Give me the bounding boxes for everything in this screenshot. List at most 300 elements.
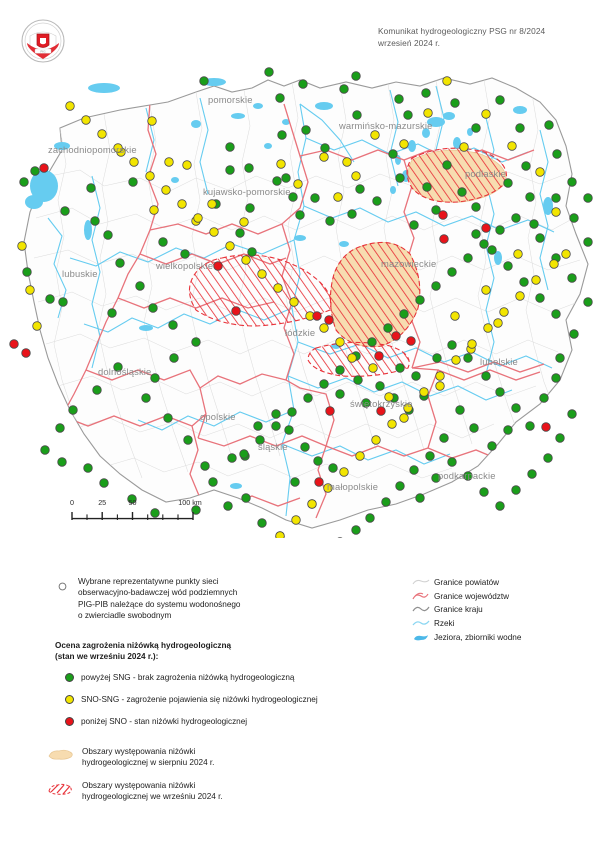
voivodeship-label-opolskie: opolskie — [200, 411, 236, 422]
observation-point-green[interactable] — [368, 338, 377, 347]
legend-class-red — [58, 716, 247, 727]
observation-point-yellow[interactable] — [194, 214, 203, 223]
observation-point-green[interactable] — [400, 310, 409, 319]
observation-point-green[interactable] — [470, 424, 479, 433]
observation-point-green[interactable] — [432, 282, 441, 291]
note-line-1: Wybrane reprezentatywne punkty sieci — [78, 577, 219, 586]
observation-point-yellow[interactable] — [226, 242, 235, 251]
observation-point-red[interactable] — [439, 211, 448, 220]
observation-point-yellow[interactable] — [552, 208, 561, 217]
voivodeship-label-dolnośląskie: dolnośląskie — [98, 366, 152, 377]
observation-point-green[interactable] — [254, 422, 263, 431]
observation-point-red[interactable] — [326, 407, 335, 416]
open-circle-icon — [58, 576, 78, 596]
observation-point-green[interactable] — [396, 364, 405, 373]
observation-point-green[interactable] — [184, 436, 193, 445]
observation-point-green[interactable] — [228, 454, 237, 463]
observation-point-green[interactable] — [584, 298, 593, 307]
observation-point-green[interactable] — [504, 426, 513, 435]
observation-point-yellow[interactable] — [294, 180, 303, 189]
voivodeship-boundary-icon — [412, 591, 434, 602]
observation-point-green[interactable] — [169, 321, 178, 330]
observation-point-yellow[interactable] — [420, 388, 429, 397]
observation-point-green[interactable] — [108, 309, 117, 318]
observation-point-green[interactable] — [451, 99, 460, 108]
observation-point-green[interactable] — [522, 162, 531, 171]
observation-point-yellow[interactable] — [290, 298, 299, 307]
observation-point-green[interactable] — [570, 214, 579, 223]
scale-tick-0: 0 — [70, 498, 74, 507]
observation-point-green[interactable] — [224, 502, 233, 511]
observation-point-yellow[interactable] — [98, 130, 107, 139]
voivodeship-label-warmińsko-mazurskie: warmińsko-mazurskie — [339, 120, 433, 131]
observation-point-green[interactable] — [504, 179, 513, 188]
observation-point-green[interactable] — [236, 229, 245, 238]
observation-point-yellow[interactable] — [436, 372, 445, 381]
voivodeship-label-małopolskie: małopolskie — [327, 481, 379, 492]
observation-point-green[interactable] — [416, 494, 425, 503]
legend-class-green — [58, 672, 294, 683]
observation-point-green[interactable] — [389, 150, 398, 159]
observation-point-green[interactable] — [56, 424, 65, 433]
observation-point-red[interactable] — [214, 262, 223, 271]
observation-point-green[interactable] — [278, 131, 287, 140]
observation-point-green[interactable] — [448, 341, 457, 350]
voivodeship-label-wielkopolskie: wielkopolskie — [156, 260, 214, 271]
observation-point-green[interactable] — [353, 111, 362, 120]
observation-point-green[interactable] — [422, 89, 431, 98]
observation-point-yellow[interactable] — [484, 324, 493, 333]
observation-point-green[interactable] — [396, 482, 405, 491]
river-icon — [412, 618, 434, 629]
legend-area-september — [46, 780, 322, 803]
observation-point-green[interactable] — [526, 193, 535, 202]
observation-point-green[interactable] — [354, 376, 363, 385]
observation-point-green[interactable] — [410, 466, 419, 475]
voivodeship-label-świętokrzyskie: świętokrzyskie — [350, 398, 413, 409]
map-svg — [0, 58, 600, 538]
observation-point-green[interactable] — [544, 454, 553, 463]
observation-point-green[interactable] — [285, 426, 294, 435]
observation-point-red[interactable] — [313, 312, 322, 321]
observation-point-yellow[interactable] — [130, 158, 139, 167]
observation-point-yellow[interactable] — [183, 161, 192, 170]
observation-point-yellow[interactable] — [277, 160, 286, 169]
voivodeship-label-łódzkie: łódzkie — [285, 327, 316, 338]
observation-point-green[interactable] — [568, 410, 577, 419]
observation-point-green[interactable] — [416, 296, 425, 305]
observation-point-green[interactable] — [464, 254, 473, 263]
legend-rivers — [412, 617, 592, 631]
legend-assessment-title — [55, 640, 355, 663]
bulletin-title: Komunikat hydrogeologiczny PSG nr 8/2024 — [378, 26, 546, 36]
observation-point-green[interactable] — [200, 77, 209, 86]
observation-point-green[interactable] — [246, 204, 255, 213]
observation-point-red[interactable] — [542, 423, 551, 432]
observation-point-yellow[interactable] — [388, 420, 397, 429]
observation-point-yellow[interactable] — [400, 414, 409, 423]
observation-point-green[interactable] — [366, 514, 375, 523]
observation-point-yellow[interactable] — [320, 324, 329, 333]
observation-point-yellow[interactable] — [162, 186, 171, 195]
observation-point-green[interactable] — [59, 298, 68, 307]
observation-point-yellow[interactable] — [562, 250, 571, 259]
observation-point-yellow[interactable] — [82, 116, 91, 125]
observation-point-green[interactable] — [464, 354, 473, 363]
august-line-2: hydrogeologicznej w sierpniu 2024 r. — [82, 758, 215, 768]
observation-point-yellow[interactable] — [436, 382, 445, 391]
observation-point-green[interactable] — [568, 178, 577, 187]
scale-tick-1: 25 — [98, 498, 107, 507]
observation-point-green[interactable] — [584, 238, 593, 247]
observation-point-green[interactable] — [528, 470, 537, 479]
observation-point-green[interactable] — [423, 183, 432, 192]
observation-point-green[interactable] — [472, 230, 481, 239]
observation-point-green[interactable] — [404, 111, 413, 120]
observation-point-yellow[interactable] — [550, 260, 559, 269]
observation-point-green[interactable] — [301, 443, 310, 452]
legend-boundary-voivodeship-label: Granice województw — [434, 591, 510, 601]
observation-point-green[interactable] — [209, 478, 218, 487]
header-title-block — [378, 26, 593, 49]
observation-point-green[interactable] — [553, 150, 562, 159]
observation-point-green[interactable] — [512, 214, 521, 223]
observation-point-green[interactable] — [326, 217, 335, 226]
observation-point-green[interactable] — [149, 304, 158, 313]
legend-area-august-text — [82, 746, 322, 769]
observation-point-yellow[interactable] — [343, 158, 352, 167]
observation-point-green[interactable] — [480, 240, 489, 249]
yellow-dot-icon — [58, 695, 81, 704]
bulletin-date: wrzesień 2024 r. — [378, 37, 441, 48]
legend-class-green-label: powyżej SNG - brak zagrożenia niżówką hydrogeologiczną — [81, 673, 295, 682]
observation-point-green[interactable] — [426, 452, 435, 461]
observation-point-yellow[interactable] — [482, 286, 491, 295]
observation-point-green[interactable] — [58, 458, 67, 467]
observation-point-green[interactable] — [396, 174, 405, 183]
scale-bar-ruler-icon — [70, 509, 195, 522]
observation-point-green[interactable] — [395, 95, 404, 104]
observation-point-green[interactable] — [568, 274, 577, 283]
observation-point-green[interactable] — [242, 494, 251, 503]
observation-point-yellow[interactable] — [340, 468, 349, 477]
legend-lakes — [412, 630, 592, 644]
observation-point-yellow[interactable] — [242, 256, 251, 265]
observation-point-yellow[interactable] — [320, 153, 329, 162]
observation-point-yellow[interactable] — [516, 292, 525, 301]
observation-point-yellow[interactable] — [500, 308, 509, 317]
voivodeship-label-podkarpackie: podkarpackie — [438, 470, 496, 481]
voivodeship-label-zachodniopomorskie: zachodniopomorskie — [48, 144, 137, 155]
observation-point-yellow[interactable] — [276, 532, 285, 538]
observation-point-yellow[interactable] — [482, 110, 491, 119]
observation-point-green[interactable] — [443, 161, 452, 170]
observation-point-green[interactable] — [536, 234, 545, 243]
observation-point-green[interactable] — [536, 294, 545, 303]
observation-point-yellow[interactable] — [356, 452, 365, 461]
scale-tick-3: 100 km — [178, 498, 202, 507]
observation-point-green[interactable] — [329, 464, 338, 473]
observation-point-yellow[interactable] — [292, 516, 301, 525]
observation-point-yellow[interactable] — [468, 340, 477, 349]
observation-point-green[interactable] — [272, 410, 281, 419]
observation-point-green[interactable] — [87, 184, 96, 193]
observation-point-red[interactable] — [375, 352, 384, 361]
voivodeship-label-mazowieckie: mazowieckie — [381, 258, 437, 269]
observation-point-yellow[interactable] — [452, 356, 461, 365]
note-line-3: PIG-PIB należące do systemu wodonośnego — [78, 599, 241, 609]
legend-rivers-label: Rzeki — [434, 618, 455, 628]
observation-point-green[interactable] — [321, 144, 330, 153]
observation-point-green[interactable] — [314, 457, 323, 466]
observation-point-green[interactable] — [100, 479, 109, 488]
observation-point-green[interactable] — [159, 238, 168, 247]
september-area-swatch-icon — [46, 780, 82, 802]
red-dot-icon — [58, 717, 81, 726]
observation-point-green[interactable] — [552, 194, 561, 203]
observation-point-green[interactable] — [440, 434, 449, 443]
observation-point-green[interactable] — [472, 203, 481, 212]
observation-point-green[interactable] — [299, 80, 308, 89]
observation-point-green[interactable] — [472, 124, 481, 133]
observation-point-green[interactable] — [276, 94, 285, 103]
powiat-boundary-icon — [412, 577, 434, 588]
observation-point-green[interactable] — [348, 210, 357, 219]
observation-point-yellow[interactable] — [532, 276, 541, 285]
august-line-1: Obszary występowania niżówki — [82, 747, 196, 756]
observation-point-green[interactable] — [226, 143, 235, 152]
observation-point-green[interactable] — [512, 486, 521, 495]
observation-point-green[interactable] — [311, 194, 320, 203]
observation-point-green[interactable] — [376, 382, 385, 391]
scale-bar-numbers — [70, 498, 202, 509]
observation-point-green[interactable] — [340, 85, 349, 94]
green-dot-icon — [58, 673, 81, 682]
observation-point-green[interactable] — [520, 278, 529, 287]
observation-point-green[interactable] — [488, 442, 497, 451]
observation-point-yellow[interactable] — [536, 168, 545, 177]
observation-point-green[interactable] — [265, 68, 274, 77]
observation-point-red[interactable] — [232, 307, 241, 316]
observation-point-green[interactable] — [201, 462, 210, 471]
legend-area-september-text — [82, 780, 322, 803]
observation-point-green[interactable] — [373, 197, 382, 206]
observation-point-green[interactable] — [556, 354, 565, 363]
observation-point-yellow[interactable] — [33, 322, 42, 331]
observation-point-yellow[interactable] — [514, 250, 523, 259]
observation-point-green[interactable] — [69, 406, 78, 415]
observation-point-green[interactable] — [336, 390, 345, 399]
observation-point-yellow[interactable] — [372, 436, 381, 445]
observation-point-green[interactable] — [282, 174, 291, 183]
observation-point-yellow[interactable] — [210, 228, 219, 237]
legend-points-note-text — [78, 576, 353, 621]
observation-point-yellow[interactable] — [352, 172, 361, 181]
observation-point-green[interactable] — [540, 394, 549, 403]
observation-point-red[interactable] — [40, 164, 49, 173]
observation-point-green[interactable] — [352, 526, 361, 535]
legend-lakes-label: Jeziora, zbiorniki wodne — [434, 632, 522, 642]
observation-point-yellow[interactable] — [334, 193, 343, 202]
note-line-4: o zwierciadle swobodnym — [78, 610, 172, 620]
observation-point-green[interactable] — [512, 404, 521, 413]
observation-point-green[interactable] — [496, 226, 505, 235]
legend-boundary-voivodeship — [412, 590, 592, 604]
observation-point-yellow[interactable] — [208, 200, 217, 209]
observation-point-green[interactable] — [530, 220, 539, 229]
observation-point-yellow[interactable] — [146, 172, 155, 181]
observation-point-green[interactable] — [488, 246, 497, 255]
voivodeship-label-lubuskie: lubuskie — [62, 268, 98, 279]
legend-points-note — [58, 576, 358, 621]
observation-point-green[interactable] — [482, 372, 491, 381]
observation-point-yellow[interactable] — [348, 354, 357, 363]
observation-point-yellow[interactable] — [274, 284, 283, 293]
voivodeship-label-pomorskie: pomorskie — [208, 94, 253, 105]
observation-point-green[interactable] — [116, 259, 125, 268]
observation-point-green[interactable] — [240, 450, 249, 459]
observation-point-green[interactable] — [584, 194, 593, 203]
observation-point-yellow[interactable] — [178, 200, 187, 209]
observation-point-yellow[interactable] — [369, 364, 378, 373]
observation-point-green[interactable] — [273, 177, 282, 186]
observation-point-green[interactable] — [296, 211, 305, 220]
observation-point-green[interactable] — [302, 126, 311, 135]
observation-point-green[interactable] — [192, 338, 201, 347]
observation-point-green[interactable] — [136, 282, 145, 291]
observation-point-green[interactable] — [164, 414, 173, 423]
observation-point-green[interactable] — [226, 166, 235, 175]
observation-point-yellow[interactable] — [460, 143, 469, 152]
observation-point-yellow[interactable] — [240, 218, 249, 227]
assessment-title-line-2: (stan we wrześniu 2024 r.): — [55, 652, 159, 662]
voivodeship-label-śląskie: śląskie — [258, 441, 288, 452]
observation-point-green[interactable] — [433, 354, 442, 363]
observation-point-green[interactable] — [382, 498, 391, 507]
observation-point-yellow[interactable] — [258, 270, 267, 279]
observation-point-green[interactable] — [304, 394, 313, 403]
observation-point-green[interactable] — [288, 408, 297, 417]
legend-boundaries — [412, 576, 592, 644]
observation-point-green[interactable] — [104, 231, 113, 240]
observation-point-yellow[interactable] — [508, 142, 517, 151]
observation-point-green[interactable] — [41, 446, 50, 455]
observation-point-green[interactable] — [480, 488, 489, 497]
observation-point-green[interactable] — [20, 178, 29, 187]
observation-point-green[interactable] — [456, 406, 465, 415]
september-line-2: hydrogeologicznej we wrześniu 2024 r. — [82, 792, 223, 802]
lake-icon — [412, 632, 434, 643]
observation-point-green[interactable] — [91, 217, 100, 226]
observation-point-green[interactable] — [248, 248, 257, 257]
observation-point-green[interactable] — [291, 478, 300, 487]
observation-point-yellow[interactable] — [148, 117, 157, 126]
voivodeship-label-kujawsko-pomorskie: kujawsko-pomorskie — [203, 186, 291, 197]
observation-point-green[interactable] — [181, 250, 190, 259]
observation-point-yellow[interactable] — [308, 500, 317, 509]
observation-point-yellow[interactable] — [371, 131, 380, 140]
observation-point-green[interactable] — [496, 96, 505, 105]
observation-point-green[interactable] — [516, 124, 525, 133]
observation-point-green[interactable] — [23, 268, 32, 277]
observation-point-green[interactable] — [496, 502, 505, 511]
observation-point-yellow[interactable] — [400, 140, 409, 149]
observation-point-green[interactable] — [448, 268, 457, 277]
observation-point-red[interactable] — [440, 235, 449, 244]
observation-point-green[interactable] — [61, 207, 70, 216]
observation-point-green[interactable] — [552, 310, 561, 319]
observation-point-yellow[interactable] — [150, 206, 159, 215]
observation-point-yellow[interactable] — [165, 158, 174, 167]
observation-point-green[interactable] — [526, 422, 535, 431]
observation-point-green[interactable] — [245, 164, 254, 173]
observation-point-red[interactable] — [325, 316, 334, 325]
observation-point-green[interactable] — [258, 519, 267, 528]
observation-point-yellow[interactable] — [66, 102, 75, 111]
observation-point-green[interactable] — [129, 178, 138, 187]
september-line-1: Obszary występowania niżówki — [82, 781, 196, 790]
observation-point-yellow[interactable] — [451, 312, 460, 321]
observation-point-green[interactable] — [410, 221, 419, 230]
observation-point-green[interactable] — [46, 295, 55, 304]
observation-point-green[interactable] — [320, 380, 329, 389]
legend-boundary-powiat-label: Granice powiatów — [434, 578, 500, 588]
observation-point-red[interactable] — [315, 478, 324, 487]
observation-point-yellow[interactable] — [424, 109, 433, 118]
observation-point-green[interactable] — [496, 388, 505, 397]
observation-point-green[interactable] — [142, 394, 151, 403]
observation-point-yellow[interactable] — [443, 77, 452, 86]
observation-point-green[interactable] — [151, 374, 160, 383]
observation-point-green[interactable] — [352, 72, 361, 81]
observation-point-green[interactable] — [458, 188, 467, 197]
observation-point-green[interactable] — [504, 262, 513, 271]
observation-point-red[interactable] — [10, 340, 19, 349]
observation-point-red[interactable] — [392, 332, 401, 341]
observation-point-green[interactable] — [448, 458, 457, 467]
legend-area-august — [46, 746, 322, 769]
observation-point-green[interactable] — [84, 464, 93, 473]
observation-point-green[interactable] — [356, 185, 365, 194]
observation-point-green[interactable] — [336, 366, 345, 375]
legend-boundary-country-label: Granice kraju — [434, 605, 483, 615]
observation-point-red[interactable] — [407, 337, 416, 346]
legend-class-yellow-label: SNO-SNG - zagrożenie pojawienia się niżówki hydrogeologicznej — [81, 695, 318, 704]
observation-point-green[interactable] — [170, 354, 179, 363]
observation-point-green[interactable] — [556, 434, 565, 443]
observation-point-yellow[interactable] — [26, 286, 35, 295]
observation-point-yellow[interactable] — [494, 319, 503, 328]
observation-point-green[interactable] — [412, 372, 421, 381]
observation-point-yellow[interactable] — [336, 338, 345, 347]
observation-point-green[interactable] — [272, 422, 281, 431]
observation-point-green[interactable] — [570, 330, 579, 339]
observation-point-green[interactable] — [31, 167, 40, 176]
observation-point-red[interactable] — [482, 224, 491, 233]
legend-boundary-powiat — [412, 576, 592, 590]
observation-point-yellow[interactable] — [18, 242, 27, 251]
observation-point-green[interactable] — [384, 324, 393, 333]
observation-point-red[interactable] — [22, 349, 31, 358]
observation-point-green[interactable] — [93, 386, 102, 395]
legend-class-yellow — [58, 694, 318, 705]
observation-point-green[interactable] — [552, 374, 561, 383]
legend — [0, 560, 600, 848]
svg-text:PIG: PIG — [40, 49, 46, 54]
country-boundary-icon — [412, 604, 434, 615]
observation-point-green[interactable] — [545, 121, 554, 130]
legend-class-red-label: poniżej SNO - stan niżówki hydrogeologicznej — [81, 717, 248, 726]
